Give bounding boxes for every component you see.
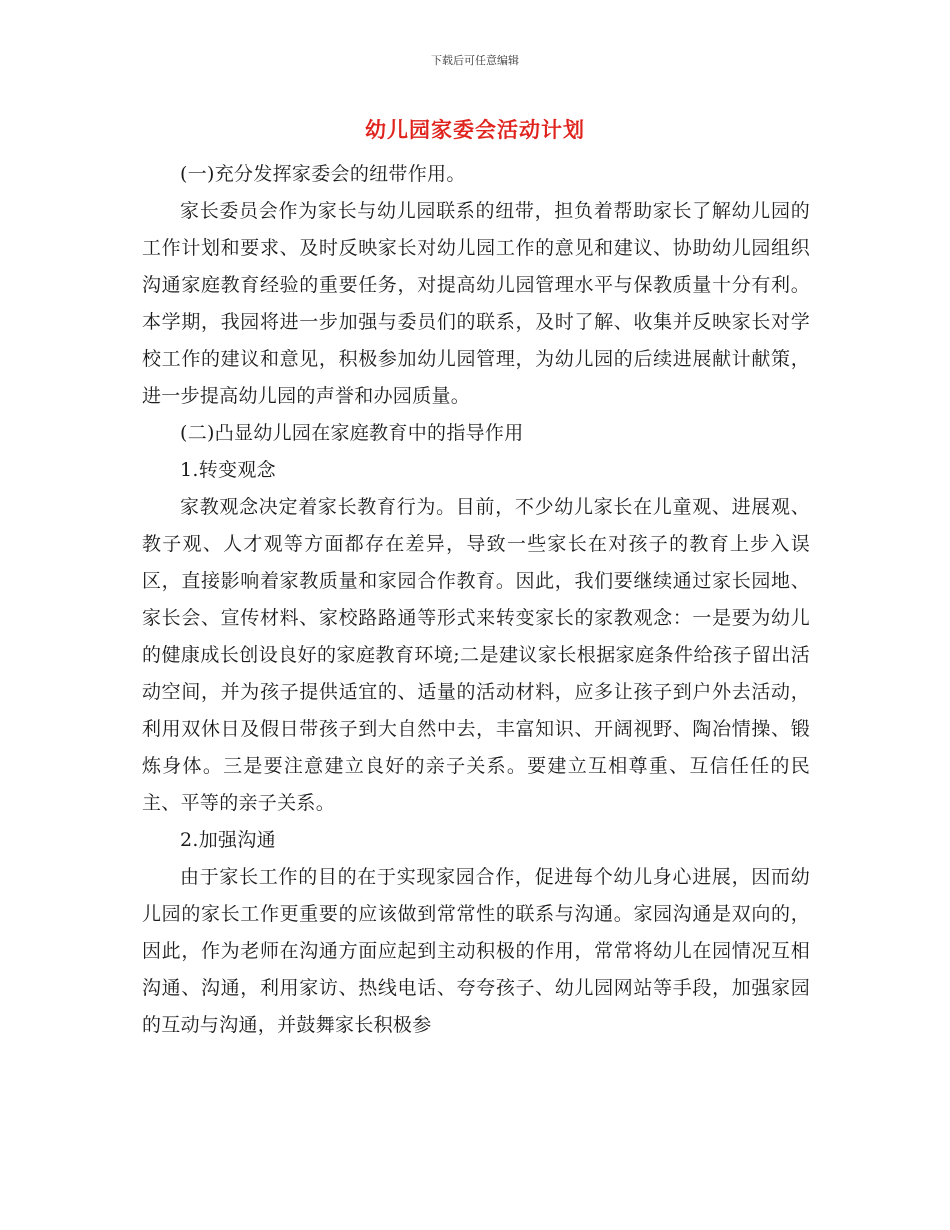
section-heading-1: (一)充分发挥家委会的纽带作用。 <box>180 163 466 185</box>
document-body <box>142 156 810 1044</box>
subsection-heading-1: 1.转变观念 <box>180 459 276 481</box>
subsection-heading-2: 2.加强沟通 <box>180 829 276 851</box>
paragraph: 家教观念决定着家长教育行为。目前，不少幼儿家长在儿童观、进展观、教子观、人才观等方面都存在差异，导致一些家长在对孩子的教育上步入误区，直接影响着家教质量和家园合作教育。因此，我们要继续通过家长园地、家长会、宣传材料、家校路路通等形式来转变家长的家教观念：一是要为幼儿的健康成长创设良好的家庭教育环境;二是建议家长根据家庭条件给孩子留出活动空间，并为孩子提供适宜的、适量的活动材料，应多让孩子到户外去活动，利用双休日及假日带孩子到大自然中去，丰富知识、开阔视野、陶冶情操、锻炼身体。三是要注意建立良好的亲子关系。要建立互相尊重、互信任任的民主、平等的亲子关系。 <box>142 496 810 814</box>
paragraph: 由于家长工作的目的在于实现家园合作，促进每个幼儿身心进展，因而幼儿园的家长工作更重要的应该做到常常性的联系与沟通。家园沟通是双向的，因此，作为老师在沟通方面应起到主动积极的作用，常常将幼儿在园情况互相沟通、沟通，利用家访、热线电话、夸夸孩子、幼儿园网站等手段，加强家园的互动与沟通，并鼓舞家长积极参 <box>142 866 810 1036</box>
section-heading-2: (二)凸显幼儿园在家庭教育中的指导作用 <box>180 422 524 444</box>
paragraph: 家长委员会作为家长与幼儿园联系的纽带，担负着帮助家长了解幼儿园的工作计划和要求、及时反映家长对幼儿园工作的意见和建议、协助幼儿园组织沟通家庭教育经验的重要任务，对提高幼儿园管理水平与保教质量十分有利。本学期，我园将进一步加强与委员们的联系，及时了解、收集并反映家长对学校工作的建议和意见，积极参加幼儿园管理，为幼儿园的后续进展献计献策，进一步提高幼儿园的声誉和办园质量。 <box>142 200 810 407</box>
document-title: 幼儿园家委会活动计划 <box>365 118 585 142</box>
header-note: 下载后可任意编辑 <box>431 54 519 67</box>
